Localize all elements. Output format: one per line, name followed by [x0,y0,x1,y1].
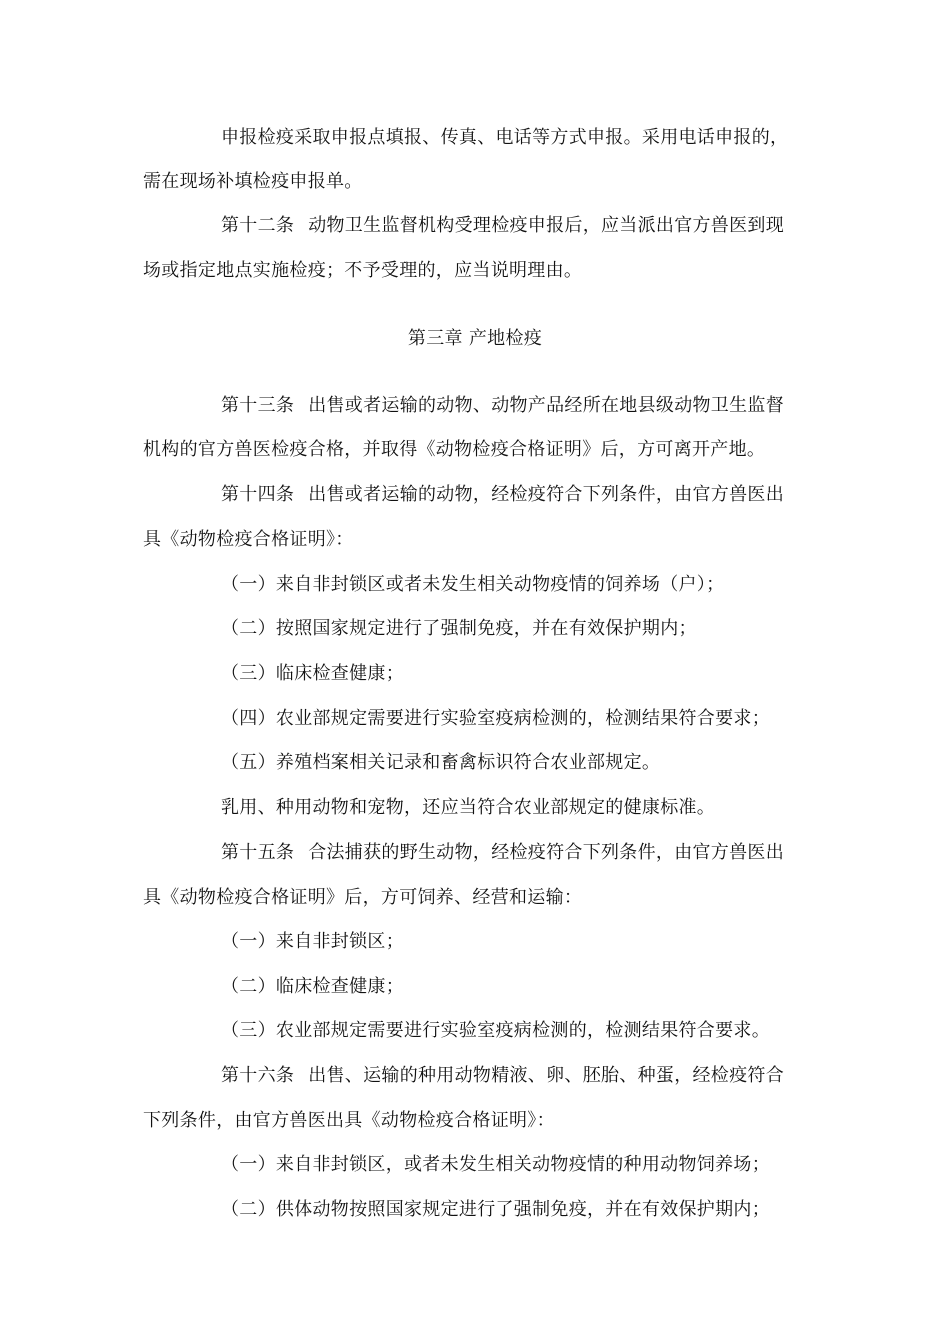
list-item: （一）来自非封锁区； [221,931,404,952]
paragraph-line: 下列条件，由官方兽医出具《动物检疫合格证明》： [143,1110,555,1131]
article-13-text: 出售或者运输的动物、动物产品经所在地县级动物卫生监督 [308,395,785,416]
article-16-line [221,1064,813,1088]
paragraph-line: 需在现场补填检疫申报单。 [143,171,363,192]
list-item: （五）养殖档案相关记录和畜禽标识符合农业部规定。 [221,752,661,773]
article-15-label: 第十五条 [221,842,295,863]
paragraph-line: 机构的官方兽医检疫合格，并取得《动物检疫合格证明》后，方可离开产地。 [143,439,766,460]
list-item: （四）农业部规定需要进行实验室疫病检测的，检测结果符合要求； [221,708,770,729]
article-15-line [221,841,813,865]
paragraph-line: 乳用、种用动物和宠物，还应当符合农业部规定的健康标准。 [221,797,716,818]
list-item: （三）农业部规定需要进行实验室疫病检测的，检测结果符合要求。 [221,1020,770,1041]
chapter-title: 产地检疫 [468,328,543,349]
article-14-label: 第十四条 [221,484,295,505]
list-item: （二）按照国家规定进行了强制免疫，并在有效保护期内； [221,618,697,639]
article-16-text: 出售、运输的种用动物精液、卵、胚胎、种蛋，经检疫符合 [308,1065,785,1086]
list-item: （二）临床检查健康； [221,976,404,997]
chapter-number: 第三章 [407,328,463,349]
article-12-line [221,214,813,238]
paragraph-line: 具《动物检疫合格证明》： [143,529,354,550]
chapter-heading [0,327,950,351]
paragraph-line: 申报检疫采取申报点填报、传真、电话等方式申报。采用电话申报的， [221,127,789,148]
article-15-text: 合法捕获的野生动物，经检疫符合下列条件，由官方兽医出 [308,842,785,863]
article-13-line [221,394,813,418]
article-14-text: 出售或者运输的动物，经检疫符合下列条件，由官方兽医出 [308,484,785,505]
article-12-text: 动物卫生监督机构受理检疫申报后，应当派出官方兽医到现 [308,215,785,236]
list-item: （一）来自非封锁区，或者未发生相关动物疫情的种用动物饲养场； [221,1154,770,1175]
article-12-label: 第十二条 [221,215,295,236]
list-item: （三）临床检查健康； [221,663,404,684]
article-16-label: 第十六条 [221,1065,295,1086]
article-14-line [221,483,813,507]
list-item: （一）来自非封锁区或者未发生相关动物疫情的饲养场（户）； [221,574,725,595]
paragraph-line: 场或指定地点实施检疫；不予受理的，应当说明理由。 [143,260,583,281]
paragraph-line: 具《动物检疫合格证明》后，方可饲养、经营和运输： [143,887,583,908]
list-item: （二）供体动物按照国家规定进行了强制免疫，并在有效保护期内； [221,1199,770,1220]
article-13-label: 第十三条 [221,395,295,416]
